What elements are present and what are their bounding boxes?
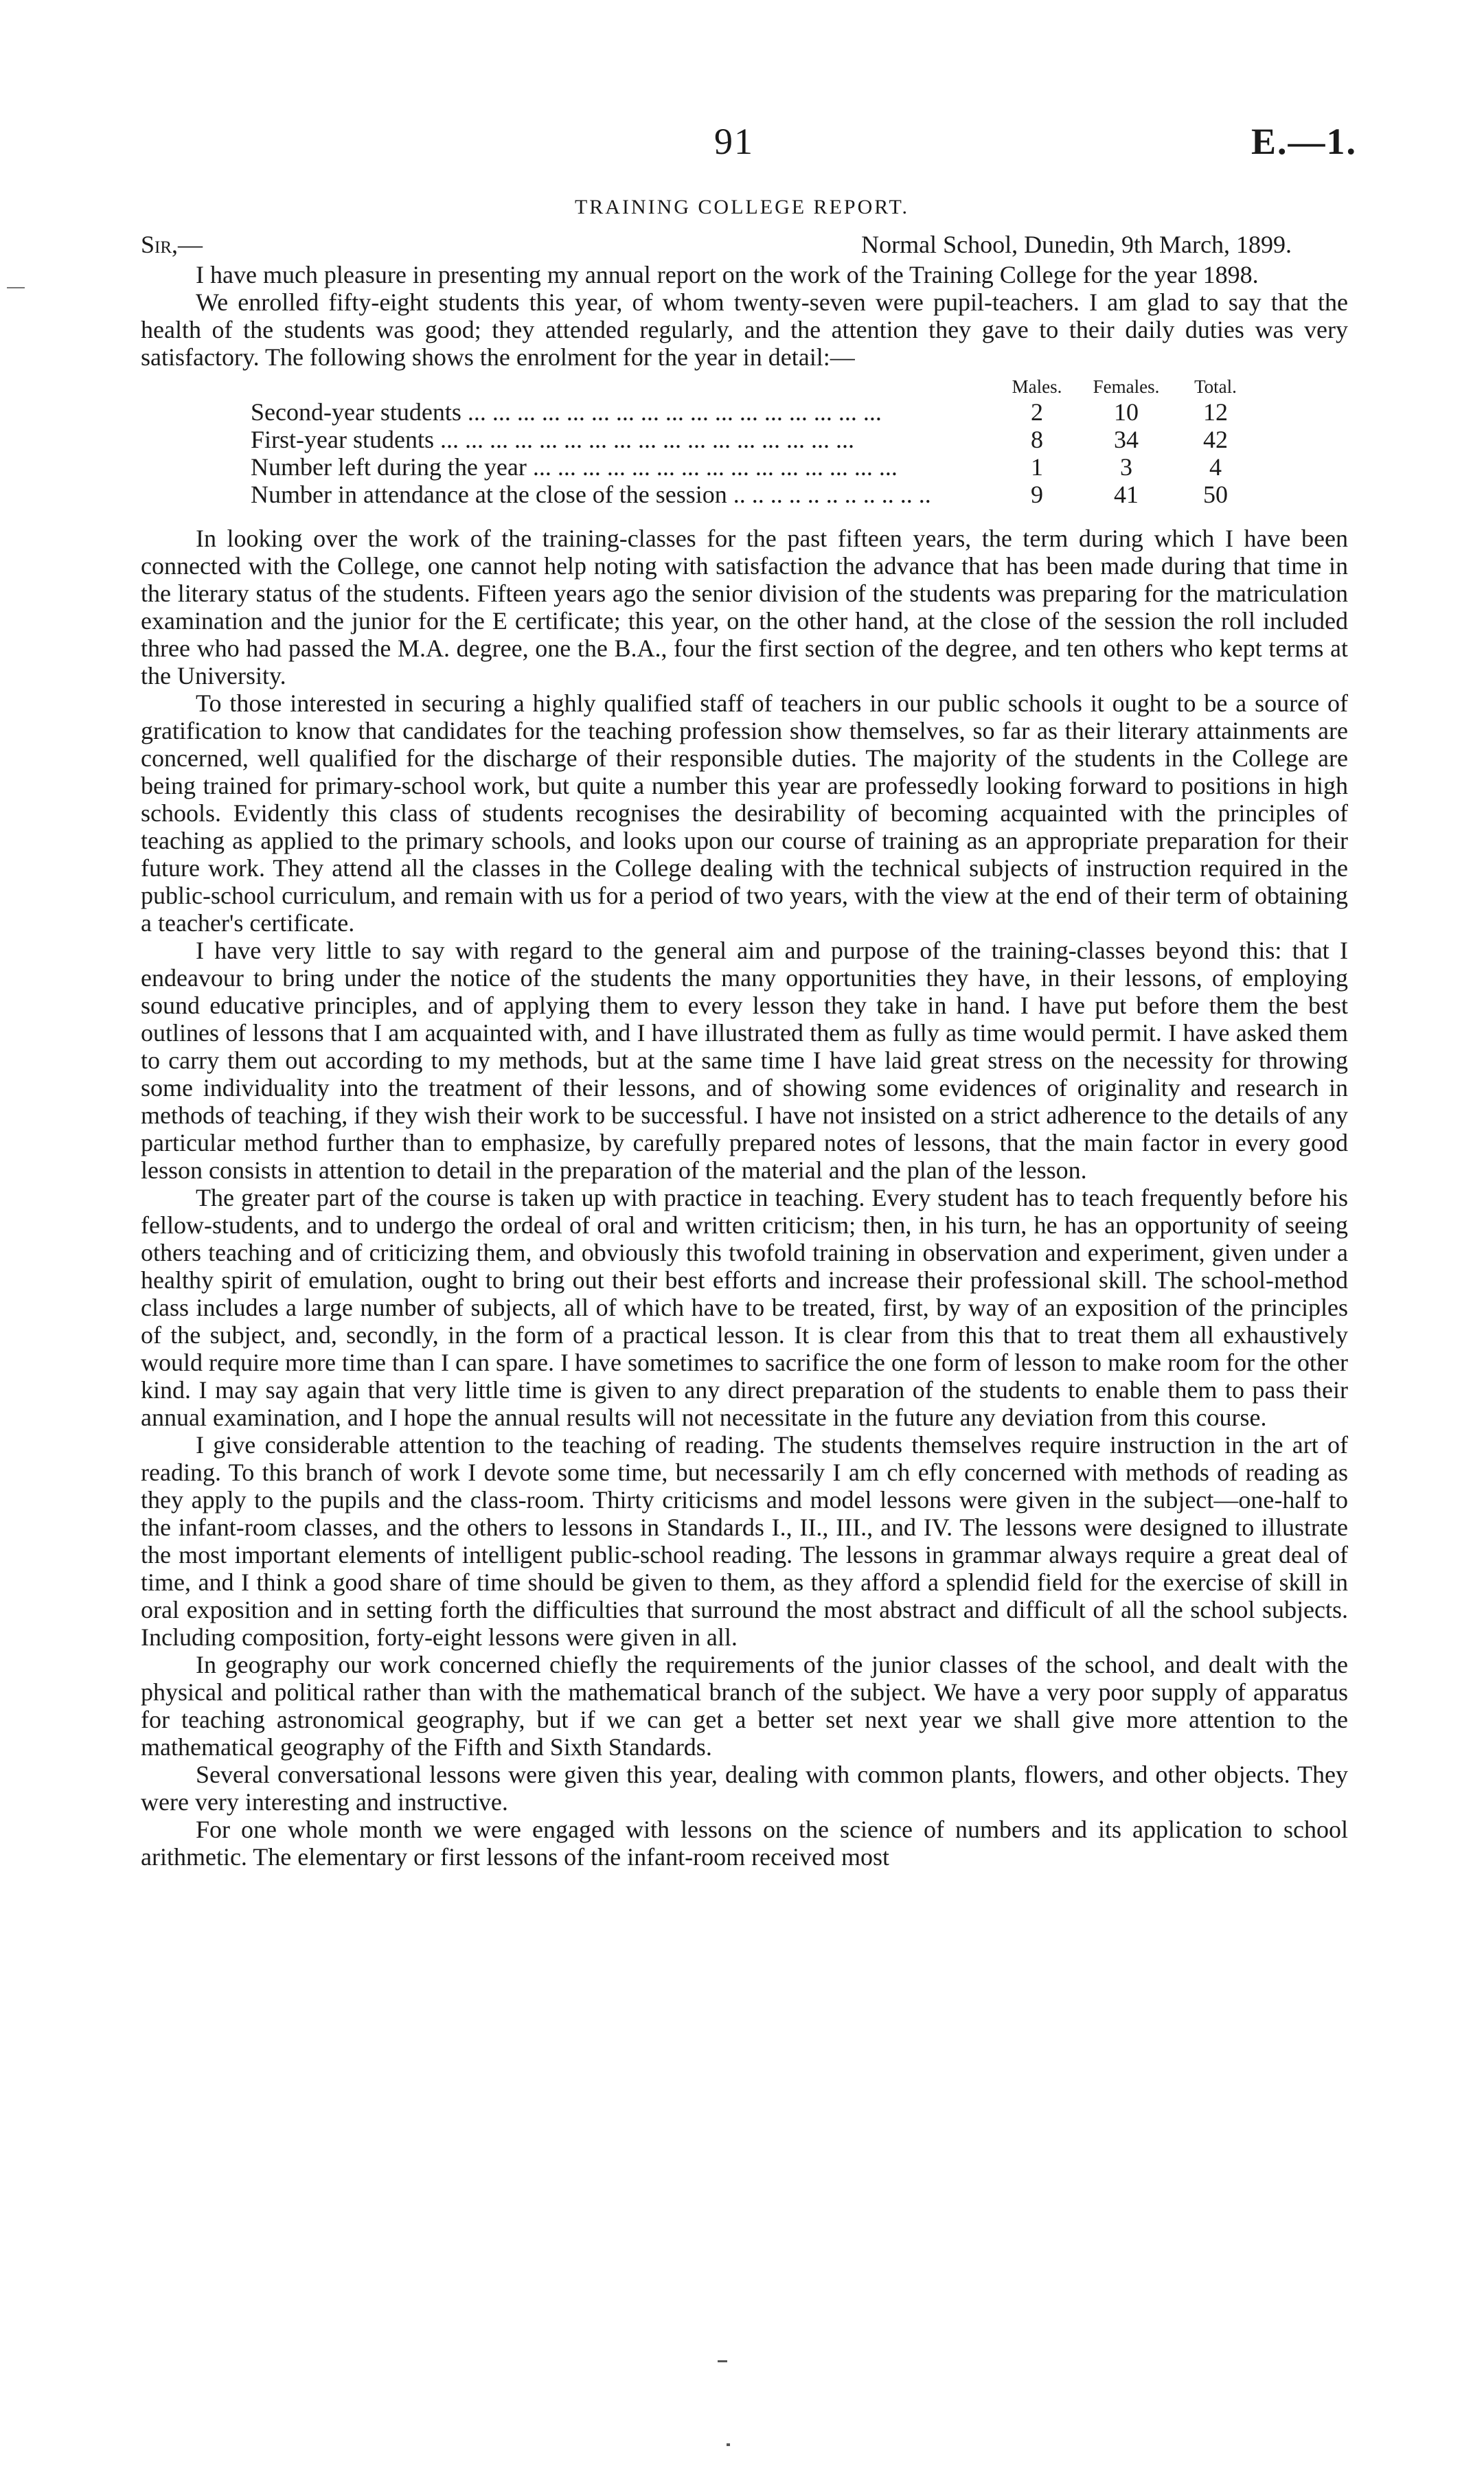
row-label: Number left during the year ... ... ... ... ... ... ... ... ... ... ... ... ... ... ...: [251, 453, 898, 481]
column-header-males: Males.: [1012, 376, 1062, 397]
salutation: Sir,—: [141, 231, 203, 258]
column-header-total: Total.: [1194, 376, 1237, 397]
paragraph: In geography our work concerned chiefly the requirements of the junior classes of the school, and dealt with the physical and political rather than with the mathematical branch of the subject. We have a very poor supply of apparatus for teaching astronomical geography, but if we can get a better set next year we shall give more attention to the mathematical geography of the Fifth and Sixth Standards.: [141, 1651, 1348, 1761]
paragraph: Several conversational lessons were given this year, dealing with common plants, flowers, and other objects. They were very interesting and instructive.: [141, 1761, 1348, 1816]
paragraph: I have much pleasure in presenting my annual report on the work of the Training College for the year 1898.: [196, 261, 1259, 288]
cell-males: 1: [1031, 453, 1043, 481]
report-body: [141, 261, 1348, 1871]
paragraph: In looking over the work of the training-classes for the past fifteen years, the term during which I have been connected with the College, one cannot help noting with satisfaction the advance that has been made during that time in the literary status of the students. Fifteen years ago the senior division of the students was preparing for the matriculation examination and the junior for the E certificate; this year, on the other hand, at the close of the session the roll included three who had passed the M.A. degree, one the B.A., four the first section of the degree, and ten others who kept terms at the University.: [141, 525, 1348, 689]
cell-males: 2: [1031, 398, 1043, 426]
dateline: Normal School, Dunedin, 9th March, 1899.: [861, 231, 1292, 258]
table-row: [251, 481, 1260, 508]
page-number: 91: [714, 121, 754, 162]
table-row: [251, 398, 1260, 426]
row-label: Number in attendance at the close of the session .. .. .. .. .. .. .. .. .. .. ..: [251, 481, 931, 508]
paragraph: To those interested in securing a highly qualified staff of teachers in our public schools it ought to be a source of gratification to know that candidates for the teaching profession show themselves, so far as their literary attainments are concerned, well qualified for the discharge of their responsible duties. The majority of the students in the College are being trained for primary-school work, but quite a number this year are professedly looking forward to positions in high schools. Evidently this class of students recognises the desirability of becoming acquainted with the principles of teaching as applied to the primary schools, and looks upon our course of training as an appropriate preparation for their future work. They attend all the classes in the College dealing with the technical subjects of instruction required in the public-school curriculum, and remain with us for a period of two years, with the view at the end of their term of obtaining a teacher's certificate.: [141, 689, 1348, 937]
paragraph: For one whole month we were engaged with lessons on the science of numbers and its application to school arithmetic. The elementary or first lessons of the infant-room received most: [141, 1816, 1348, 1871]
print-speck: [727, 2443, 730, 2446]
cell-males: 8: [1031, 426, 1043, 453]
cell-males: 9: [1031, 481, 1043, 508]
cell-total: 50: [1203, 481, 1228, 508]
print-speck: [718, 2360, 727, 2362]
row-label: First-year students ... ... ... ... ... ... ... ... ... ... ... ... ... ... ... ... ...: [251, 426, 854, 453]
enrolment-table-spacer: [251, 375, 992, 398]
cell-females: 41: [1114, 481, 1139, 508]
cell-total: 42: [1203, 426, 1228, 453]
margin-mark: [7, 287, 25, 288]
cell-females: 10: [1114, 398, 1139, 426]
document-code: E.—1.: [1251, 121, 1357, 162]
cell-total: 12: [1203, 398, 1228, 426]
table-row: [251, 426, 1260, 453]
enrolment-table-header: [251, 375, 1260, 398]
row-label: Second-year students ... ... ... ... ... ... ... ... ... ... ... ... ... ... ... ... ...: [251, 398, 882, 426]
cell-females: 3: [1120, 453, 1132, 481]
paragraph: We enrolled fifty-eight students this year, of whom twenty-seven were pupil-teachers. I am glad to say that the health of the students was good; they attended regularly, and the attention they gave to their daily duties was very satisfactory. The following shows the enrolment for the year in detail:—: [141, 288, 1348, 371]
report-title: TRAINING COLLEGE REPORT.: [574, 196, 910, 218]
paragraph: I give considerable attention to the teaching of reading. The students themselves require instruction in the art of reading. To this branch of work I devote some time, but necessarily I am ch efly concerned with methods of reading as they apply to the pupils and the class-room. Thirty criticisms and model lessons were given in the subject—one-half to the infant-room classes, and the others to lessons in Standards I., II., III., and IV. The lessons were designed to illustrate the most important elements of intelligent public-school reading. The lessons in grammar always require a great deal of time, and I think a good share of time should be given to them, as they afford a splendid field for the exercise of skill in oral exposition and in setting forth the difficulties that surround the most abstract and difficult of all the school subjects. Including composition, forty-eight lessons were given in all.: [141, 1431, 1348, 1651]
paragraph: I have very little to say with regard to the general aim and purpose of the training-classes beyond this: that I endeavour to bring under the notice of the students the many opportunities they have, in their lessons, of employing sound educative principles, and of applying them to every lesson they take in hand. I have put before them the best outlines of lessons that I am acquainted with, and I have illustrated them as fully as time would permit. I have asked them to carry them out according to my methods, but at the same time I have laid great stress on the necessity for throwing some individuality into the treatment of their lessons, and of showing some evidences of originality and research in methods of teaching, if they wish their work to be successful. I have not insisted on a strict adherence to the details of any particular method further than to emphasize, by carefully prepared notes of lessons, that the main factor in every good lesson consists in attention to detail in the preparation of the material and the plan of the lesson.: [141, 937, 1348, 1184]
column-header-females: Females.: [1093, 376, 1160, 397]
cell-total: 4: [1209, 453, 1222, 481]
enrolment-table: [251, 375, 1260, 508]
cell-females: 34: [1114, 426, 1139, 453]
paragraph: The greater part of the course is taken up with practice in teaching. Every student has to teach frequently before his fellow-students, and to undergo the ordeal of oral and written criticism; then, in his turn, he has an opportunity of seeing others teaching and of criticizing them, and obviously this twofold training in observation and experiment, given under a healthy spirit of emulation, ought to bring out their best efforts and increase their professional skill. The school-method class includes a large number of subjects, all of which have to be treated, first, by way of an exposition of the principles of the subject, and, secondly, in the form of a practical lesson. It is clear from this that to treat them all exhaustively would require more time than I can spare. I have sometimes to sacrifice the one form of lesson to make room for the other kind. I may say again that very little time is given to any direct preparation of the students to enable them to pass their annual examination, and I hope the annual results will not necessitate in the future any deviation from this course.: [141, 1184, 1348, 1431]
table-row: [251, 453, 1260, 481]
